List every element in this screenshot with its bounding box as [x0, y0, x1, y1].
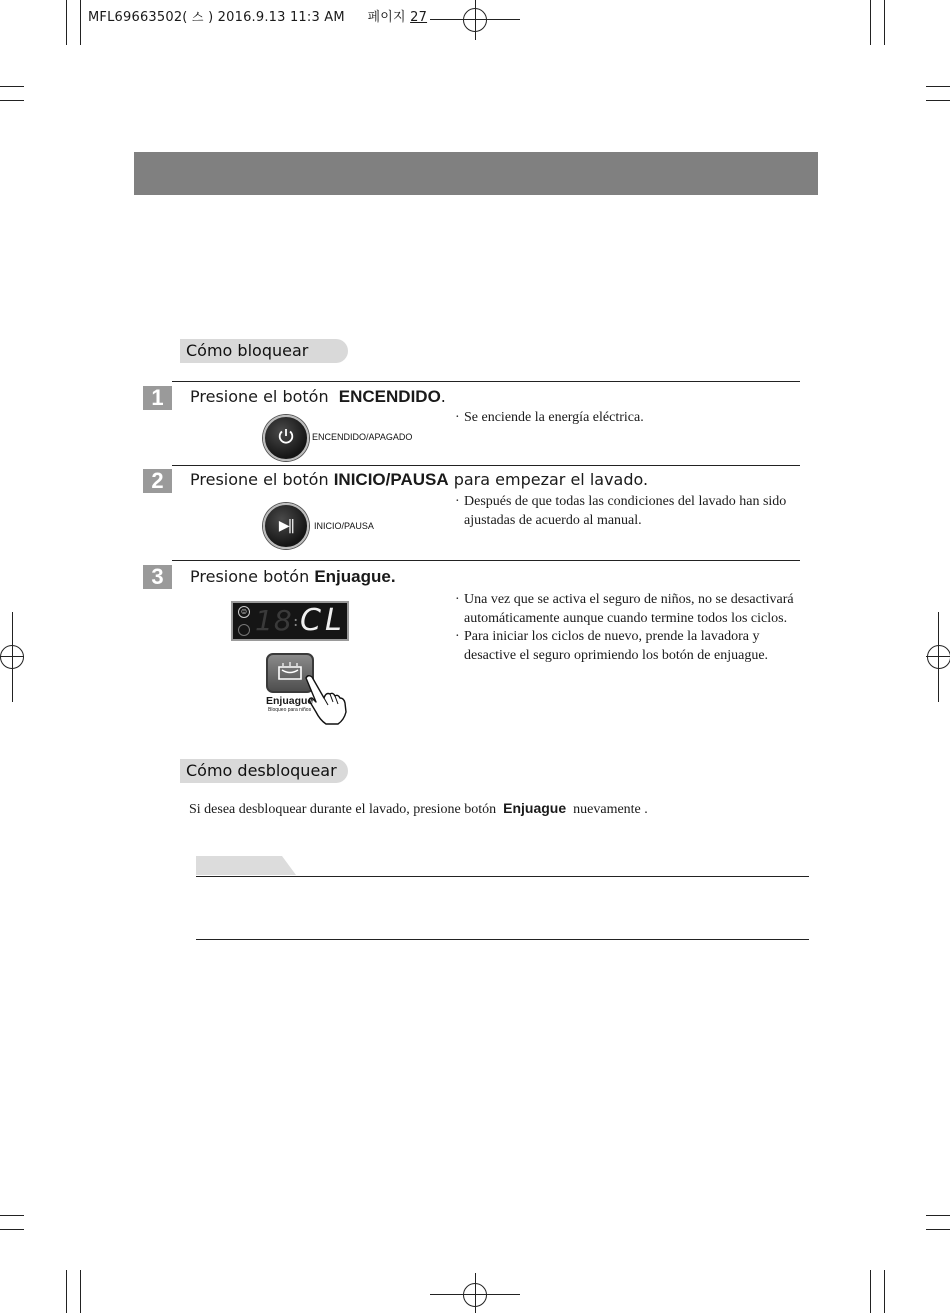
rinse-button-caption: Enjuague [266, 695, 314, 707]
section-title-unlock: Cómo desbloquear [180, 759, 348, 783]
display-colon: : [293, 611, 299, 630]
power-icon [277, 427, 295, 449]
display-readout: CL [300, 603, 346, 638]
clock-icon [238, 624, 250, 636]
step-3-text: Presione botón Enjuague. [190, 567, 396, 586]
step-number-1: 1 [143, 386, 172, 410]
child-lock-icon: ☺ [238, 606, 250, 618]
power-button[interactable] [263, 415, 309, 461]
header-band [134, 152, 818, 195]
divider [172, 560, 800, 561]
print-header-code: MFL69663502( [88, 10, 188, 25]
step-number-3: 3 [143, 565, 172, 589]
note-box-top [196, 876, 809, 877]
unlock-instruction: Si desea desbloquear durante el lavado, presione botón Enjuague nuevamente . [189, 800, 648, 817]
power-button-caption: ENCENDIDO/APAGADO [312, 432, 413, 442]
print-header-page-number: 27 [410, 10, 428, 25]
step-2-button-name: INICIO/PAUSA [333, 470, 449, 489]
rinse-button-subcaption: Bloqueo para niños [268, 707, 312, 713]
start-pause-button[interactable] [263, 503, 309, 549]
note-tab [196, 856, 296, 875]
step-3-notes: · Una vez que se activa el seguro de niños, no se desactivará automáticamente aunque cuando termine todos los ciclos. · Para iniciar los ciclos de nuevo, prende la lavadora y desactive el seguro oprimiendo los botón de enjuague. [455, 592, 794, 663]
step-2-text: Presione el botón INICIO/PAUSA para empezar el lavado. [190, 470, 649, 489]
control-display [231, 601, 349, 641]
print-header [88, 6, 427, 25]
step-1-text: Presione el botón ENCENDIDO. [190, 387, 446, 406]
step-number-2: 2 [143, 469, 172, 493]
step-3-button-name: Enjuague [314, 567, 391, 586]
divider [172, 465, 800, 466]
play-pause-icon: ▶|| [278, 518, 294, 534]
step-1-button-name: ENCENDIDO [338, 387, 441, 406]
print-header-date: ) 2016.9.13 11:3 AM [208, 10, 345, 25]
step-2-notes: · Después de que todas las condiciones del lavado han sido ajustadas de acuerdo al manual. [455, 494, 787, 528]
print-header-page-word: 페이지 [367, 10, 406, 25]
print-header-korean: 스 [191, 10, 204, 24]
note-box-bottom [196, 939, 809, 940]
display-dim-digits: 18 [255, 604, 293, 637]
step-1-notes: · Se enciende la energía eléctrica. [455, 410, 644, 425]
section-title-lock: Cómo bloquear [180, 339, 348, 363]
divider [172, 381, 800, 382]
start-pause-button-caption: INICIO/PAUSA [314, 521, 374, 531]
unlock-button-name: Enjuague [503, 800, 567, 816]
